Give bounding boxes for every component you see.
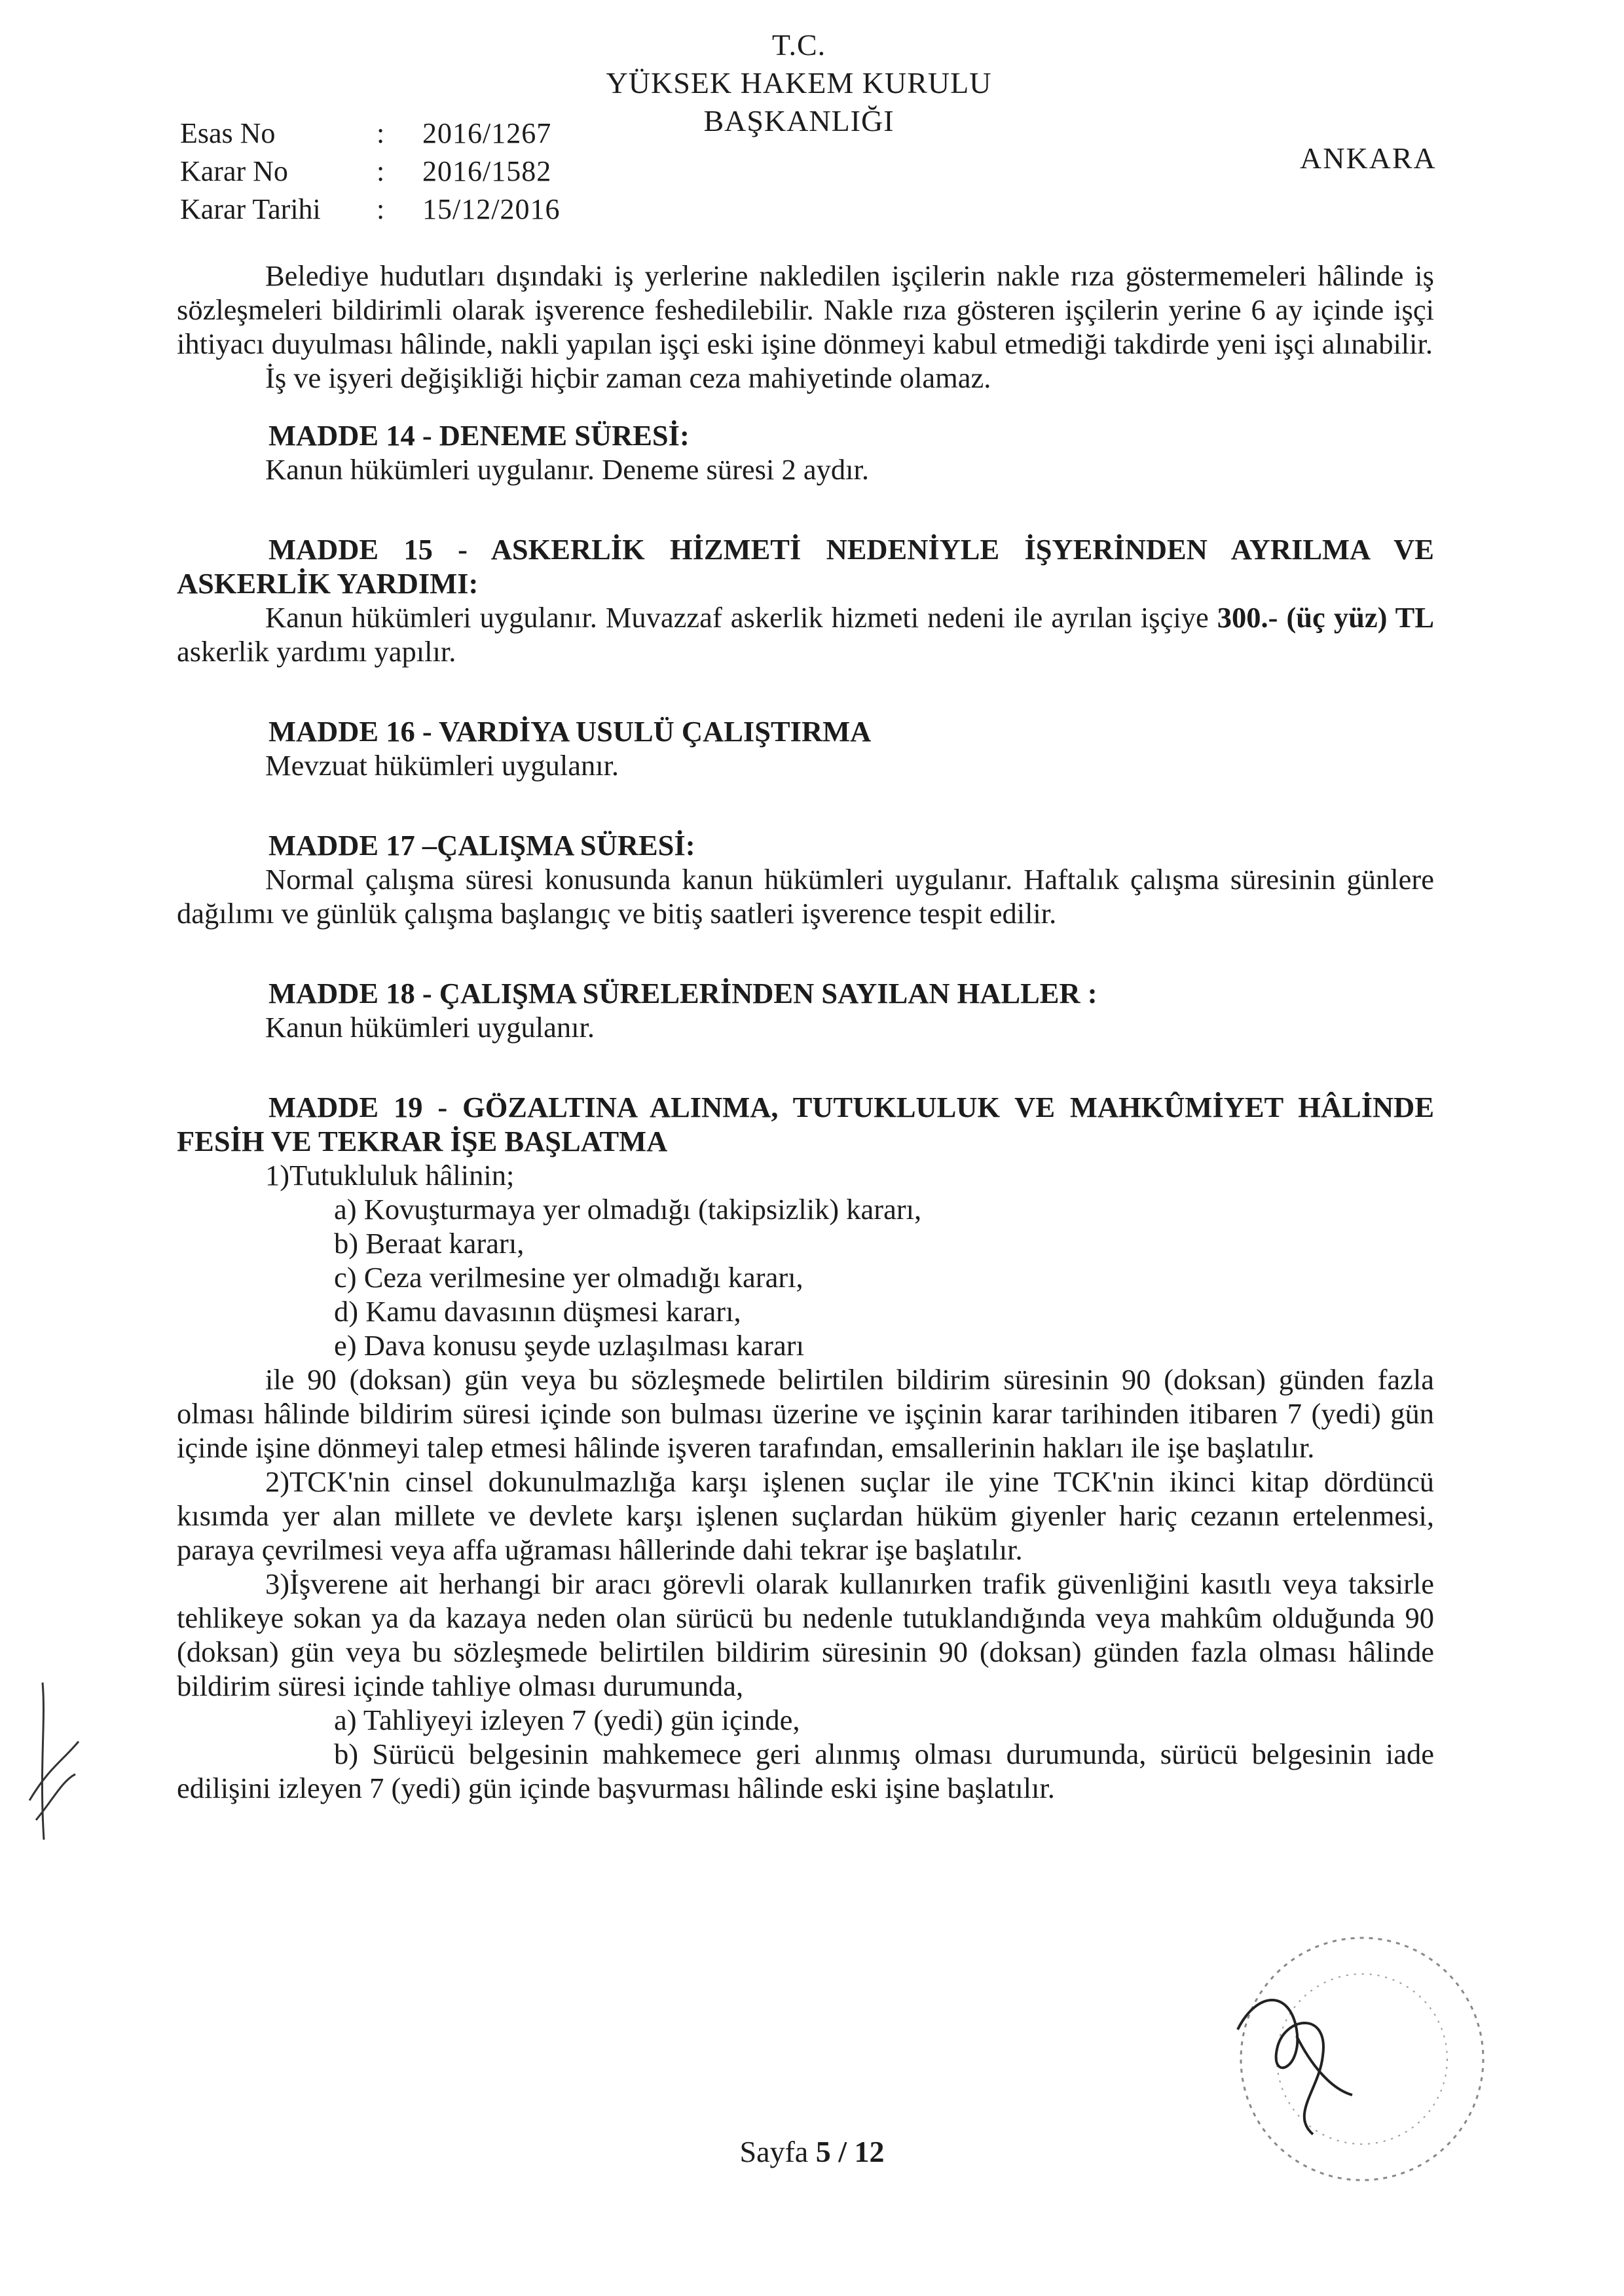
meta-row-esas — [180, 115, 560, 153]
meta-row-karar — [180, 153, 560, 191]
article-14-title: MADDE 14 - DENEME SÜRESİ: — [268, 419, 690, 452]
list-item: e) Dava konusu şeyde uzlaşılması kararı — [334, 1329, 804, 1362]
official-stamp-icon — [1198, 1918, 1506, 2200]
meta-value: 15/12/2016 — [422, 193, 561, 225]
article-19-item-a: a) Tahliyeyi izleyen 7 (yedi) gün içinde, — [334, 1704, 800, 1736]
list-item: c) Ceza verilmesine yer olmadığı kararı, — [334, 1261, 803, 1294]
meta-label: Karar No — [180, 155, 288, 187]
document-body — [177, 259, 1434, 1805]
yardim-amount: 300.- (üç yüz) TL — [1217, 601, 1435, 634]
article-18-text: Kanun hükümleri uygulanır. — [265, 1011, 595, 1044]
page-number: 5 / 12 — [815, 2135, 885, 2168]
list-item: d) Kamu davasının düşmesi kararı, — [334, 1295, 741, 1328]
meta-colon: : — [377, 155, 385, 187]
article-15-text: Kanun hükümleri uygulanır. Muvazzaf askerlik hizmeti nedeni ile ayrılan işçiye 300.- (üç yüz) TL askerlik yardımı yapılır. — [177, 601, 1435, 668]
article-19-paragraph-1: ile 90 (doksan) gün veya bu sözleşmede belirtilen bildirim süresinin 90 (doksan) günden fazla olması hâlinde bildirim süresi içinde son bulması üzerine ve işçinin karar tarihinden itibaren 7 (yedi) gün içinde işine dönmeyi talep etmesi hâlinde işveren tarafından, emsallerinin hakları ile işe başlatılır. — [177, 1363, 1434, 1464]
city-label: ANKARA — [1300, 141, 1437, 175]
case-metadata — [180, 115, 560, 228]
article-19-paragraph-2: 2)TCK'nin cinsel dokunulmazlığa karşı işlenen suçlar ile yine TCK'nin ikinci kitap dördüncü kısımda yer alan millete ve devlete karşı işlenen suçlardan hüküm giyenler hariç cezanın ertelenmesi, paraya çevrilmesi veya affa uğraması hâllerinde dahi tekrar işe başlatılır. — [177, 1465, 1434, 1566]
meta-colon: : — [377, 117, 385, 149]
meta-label: Karar Tarihi — [180, 193, 321, 225]
article-17-text: Normal çalışma süresi konusunda kanun hükümleri uygulanır. Haftalık çalışma süresinin günlere dağılımı ve günlük çalışma başlangıç ve bitiş saatleri işverence tespit edilir. — [177, 863, 1434, 930]
page-footer — [720, 2134, 904, 2169]
list-item: a) Kovuşturmaya yer olmadığı (takipsizlik) kararı, — [334, 1193, 922, 1226]
article-19-paragraph-3: 3)İşverene ait herhangi bir aracı görevli olarak kullanırken trafik güvenliğini kasıtlı veya taksirle tehlikeye sokan ya da kazaya neden olan sürücü bu nedenle tutuklandığında veya mahkûm olduğunda 90 (doksan) gün veya bu sözleşmede belirtilen bildirim süresinin 90 (doksan) günden fazla olması hâlinde bildirim süresi içinde tahliye olması durumunda, — [177, 1567, 1434, 1702]
meta-label: Esas No — [180, 117, 276, 149]
article-18-title: MADDE 18 - ÇALIŞMA SÜRELERİNDEN SAYILAN HALLER : — [268, 977, 1098, 1010]
margin-initials-signature-icon — [16, 1669, 95, 1853]
meta-colon: : — [377, 193, 385, 225]
article-19-title: MADDE 19 - GÖZALTINA ALINMA, TUTUKLULUK VE MAHKÛMİYET HÂLİNDE FESİH VE TEKRAR İŞE BAŞLATMA — [177, 1091, 1434, 1157]
article-15-title: MADDE 15 - ASKERLİK HİZMETİ NEDENİYLE İŞYERİNDEN AYRILMA VE ASKERLİK YARDIMI: — [177, 533, 1434, 600]
intro-paragraph: Belediye hudutları dışındaki iş yerlerine nakledilen işçilerin nakle rıza göstermemeleri hâlinde iş sözleşmeleri bildirimli olarak işverence feshedilebilir. Nakle rıza gösteren işçilerin yerine 6 ay içinde işçi ihtiyacı duyulması hâlinde, nakli yapılan işçi eski işine dönmeyi kabul etmediği takdirde yeni işçi alınabilir. — [177, 259, 1434, 360]
intro-paragraph-2: İş ve işyeri değişikliği hiçbir zaman ceza mahiyetinde olamaz. — [265, 361, 991, 394]
article-19-intro: 1)Tutukluluk hâlinin; — [265, 1159, 515, 1192]
article-17-title: MADDE 17 –ÇALIŞMA SÜRESİ: — [268, 829, 695, 862]
header-line-2: YÜKSEK HAKEM KURULU — [606, 66, 992, 100]
meta-value: 2016/1582 — [422, 155, 552, 187]
header-line-3: BAŞKANLIĞI — [703, 104, 895, 137]
article-16-text: Mevzuat hükümleri uygulanır. — [265, 749, 619, 782]
institution-header — [589, 26, 1008, 140]
header-line-1: T.C. — [771, 28, 826, 62]
article-19-item-b: b) Sürücü belgesinin mahkemece geri alınmış olması durumunda, sürücü belgesinin iade edilişini izleyen 7 (yedi) gün içinde başvurması hâlinde eski işine başlatılır. — [177, 1738, 1434, 1804]
meta-value: 2016/1267 — [422, 117, 552, 149]
meta-row-tarih — [180, 191, 560, 228]
page-label: Sayfa — [739, 2135, 816, 2168]
list-item: b) Beraat kararı, — [334, 1227, 525, 1260]
article-16-title: MADDE 16 - VARDİYA USULÜ ÇALIŞTIRMA — [268, 715, 872, 748]
article-14-text: Kanun hükümleri uygulanır. Deneme süresi 2 aydır. — [265, 453, 869, 486]
